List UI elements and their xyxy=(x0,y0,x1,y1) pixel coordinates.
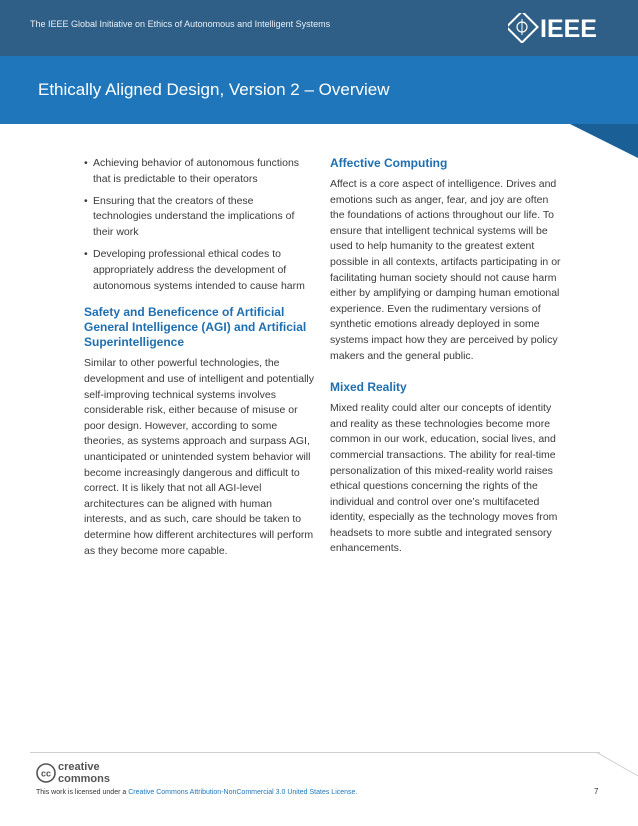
creative-commons-logo xyxy=(36,760,128,784)
initiative-title: The IEEE Global Initiative on Ethics of Autonomous and Intelligent Systems xyxy=(30,19,331,29)
cc-wordmark-line1: creative xyxy=(58,761,100,773)
left-column xyxy=(84,156,314,559)
ieee-diamond-icon xyxy=(508,13,538,43)
bullet-item: • Ensuring that the creators of these technologies understand the implications of their work xyxy=(84,194,314,241)
section-body-agi: Similar to other powerful technologies, the development and use of intelligent and potentially self-improving technical systems involves considerable risk, either because of misuse or poor design. However, according to some theories, as systems approach and surpass AGI, unanticipated or unintended system behavior will become increasingly dangerous and difficult to correct. It is likely that not all AGI-level architectures can be aligned with human interests, and as such, care should be taken to determine how different architectures will perform as they become more capable. xyxy=(84,357,314,557)
section-body-affective-computing: Affect is a core aspect of intelligence. Drives and emotions such as anger, fear, and joy are often the foundations of actions throughout our life. To ensure that intelligent technical systems will be used to help humanity to the greatest extent possible in all contexts, artifacts participating in or facilitating human society should not cause harm either by amplifying or damping human emotional experience. Even the rudimentary versions of synthetic emotions already deployed in some systems impact how they are perceived by policy makers and the general public. xyxy=(330,178,561,362)
cc-badge-text: cc xyxy=(40,768,52,779)
ieee-logo xyxy=(508,13,608,43)
ieee-wordmark: IEEE xyxy=(540,15,597,43)
license-link[interactable]: Creative Commons Attribution-NonCommercial 3.0 United States License. xyxy=(128,789,358,796)
footer-corner-decoration xyxy=(596,748,638,778)
page-title: Ethically Aligned Design, Version 2 – Overview xyxy=(38,80,390,99)
license-notice xyxy=(36,789,357,796)
bullet-list xyxy=(84,156,314,294)
section-heading-agi: Safety and Beneficence of Artificial General Intelligence (AGI) and Artificial Superintelligence xyxy=(84,305,307,350)
section-heading-mixed-reality: Mixed Reality xyxy=(330,380,407,395)
cc-wordmark-line2: commons xyxy=(58,773,110,784)
creative-commons-icon xyxy=(37,764,55,782)
title-banner xyxy=(0,56,638,124)
section-body-mixed-reality: Mixed reality could alter our concepts of identity and reality as these technologies become more common in our work, education, social lives, and commercial transactions. The ability for real-time personalization of this mixed-reality world raises ethical questions concerning the rights of the individual and control over one’s multifaceted identity, especially as the technology moves from headsets to more subtle and integrated sensory enhancements. xyxy=(330,402,558,555)
bullet-item: • Achieving behavior of autonomous functions that is predictable to their operators xyxy=(84,156,314,188)
page-number: 7 xyxy=(594,787,599,796)
license-prefix: This work is licensed under a xyxy=(36,789,129,796)
header-bar xyxy=(0,0,638,56)
footer-divider xyxy=(30,752,600,753)
right-column xyxy=(330,156,562,557)
bullet-item: • Developing professional ethical codes to appropriately address the development of autonomous systems intended to cause harm xyxy=(84,247,314,294)
section-heading-affective-computing: Affective Computing xyxy=(330,156,448,170)
